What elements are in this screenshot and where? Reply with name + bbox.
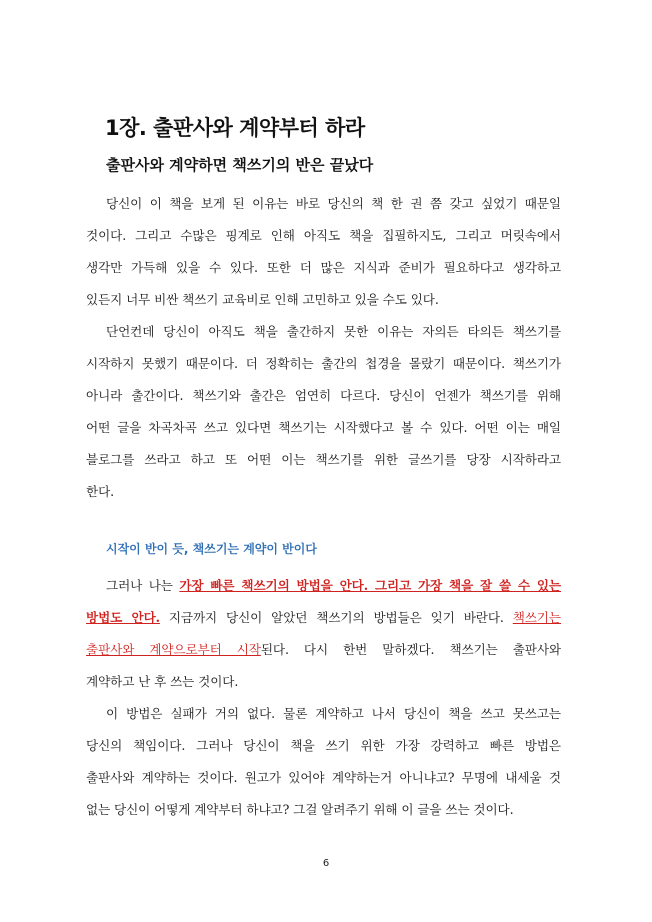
text-line: 출판사와 계약하는 것이다. 원고가 있어야 계약하는거 아니냐고? 무명에 내세울 것 xyxy=(86,770,561,785)
text-line: 계약하고 난 후 쓰는 것이다. xyxy=(86,674,239,689)
section-heading: 출판사와 계약하면 책쓰기의 반은 끝났다 xyxy=(106,156,374,174)
text-line: 아니라 출간이다. 책쓰기와 출간은 엄연히 다르다. 당신이 언젠가 책쓰기를 위해 xyxy=(86,388,561,403)
text-line xyxy=(86,639,561,658)
page-number: 6 xyxy=(322,858,330,869)
text-line xyxy=(86,607,561,626)
text-line: 당신이 이 책을 보게 된 이유는 바로 당신의 책 한 권 쯤 갖고 싶었기 때문일 xyxy=(106,196,561,211)
text-line: 있든지 너무 비싼 책쓰기 교육비로 인해 고민하고 있을 수도 있다. xyxy=(86,292,439,307)
text-line: 생각만 가득해 있을 수 있다. 또한 더 많은 지식과 준비가 필요하다고 생각하고 xyxy=(86,260,561,275)
text-line: 이 방법은 실패가 거의 없다. 물론 계약하고 나서 당신이 책을 쓰고 못쓰고는 xyxy=(106,706,561,721)
text-run: 된다. 다시 한번 말하겠다. 책쓰기는 출판사와 xyxy=(260,642,561,657)
text-line: 없는 당신이 어떻게 계약부터 하냐고? 그걸 알려주기 위해 이 글을 쓰는 것이다. xyxy=(86,802,514,817)
text-line xyxy=(106,575,561,594)
text-run: 그러나 나는 xyxy=(106,578,180,593)
text-line: 것이다. 그리고 수많은 핑계로 인해 아직도 책을 집필하지도, 그리고 머릿속에서 xyxy=(86,228,561,243)
chapter-title: 1장. 출판사와 계약부터 하라 xyxy=(105,116,365,140)
subheading: 시작이 반이 듯, 책쓰기는 계약이 반이다 xyxy=(106,542,317,556)
text-line: 당신의 책임이다. 그러나 당신이 책을 쓰기 위한 가장 강력하고 빠른 방법은 xyxy=(86,738,561,753)
text-run: 지금까지 당신이 알았던 책쓰기의 방법들은 잊기 바란다. xyxy=(159,610,513,625)
text-line: 블로그를 쓰라고 하고 또 어떤 이는 책쓰기를 위한 글쓰기를 당장 시작하라고 xyxy=(86,452,561,467)
text-line: 시작하지 못했기 때문이다. 더 정확히는 출간의 첩경을 몰랐기 때문이다. 책쓰기가 xyxy=(86,356,561,371)
emphasis-text: 가장 빠른 책쓰기의 방법을 안다. 그리고 가장 책을 잘 쓸 수 있는 xyxy=(179,578,561,593)
text-line: 어떤 글을 차곡차곡 쓰고 있다면 책쓰기는 시작했다고 볼 수 있다. 어떤 이는 매일 xyxy=(86,420,561,435)
emphasis-text: 출판사와 계약으로부터 시작 xyxy=(86,642,261,657)
emphasis-text: 방법도 안다. xyxy=(86,610,160,625)
text-line: 한다. xyxy=(86,484,115,499)
emphasis-text: 책쓰기는 xyxy=(512,610,561,625)
text-line: 단언컨데 당신이 아직도 책을 출간하지 못한 이유는 자의든 타의든 책쓰기를 xyxy=(106,324,561,339)
